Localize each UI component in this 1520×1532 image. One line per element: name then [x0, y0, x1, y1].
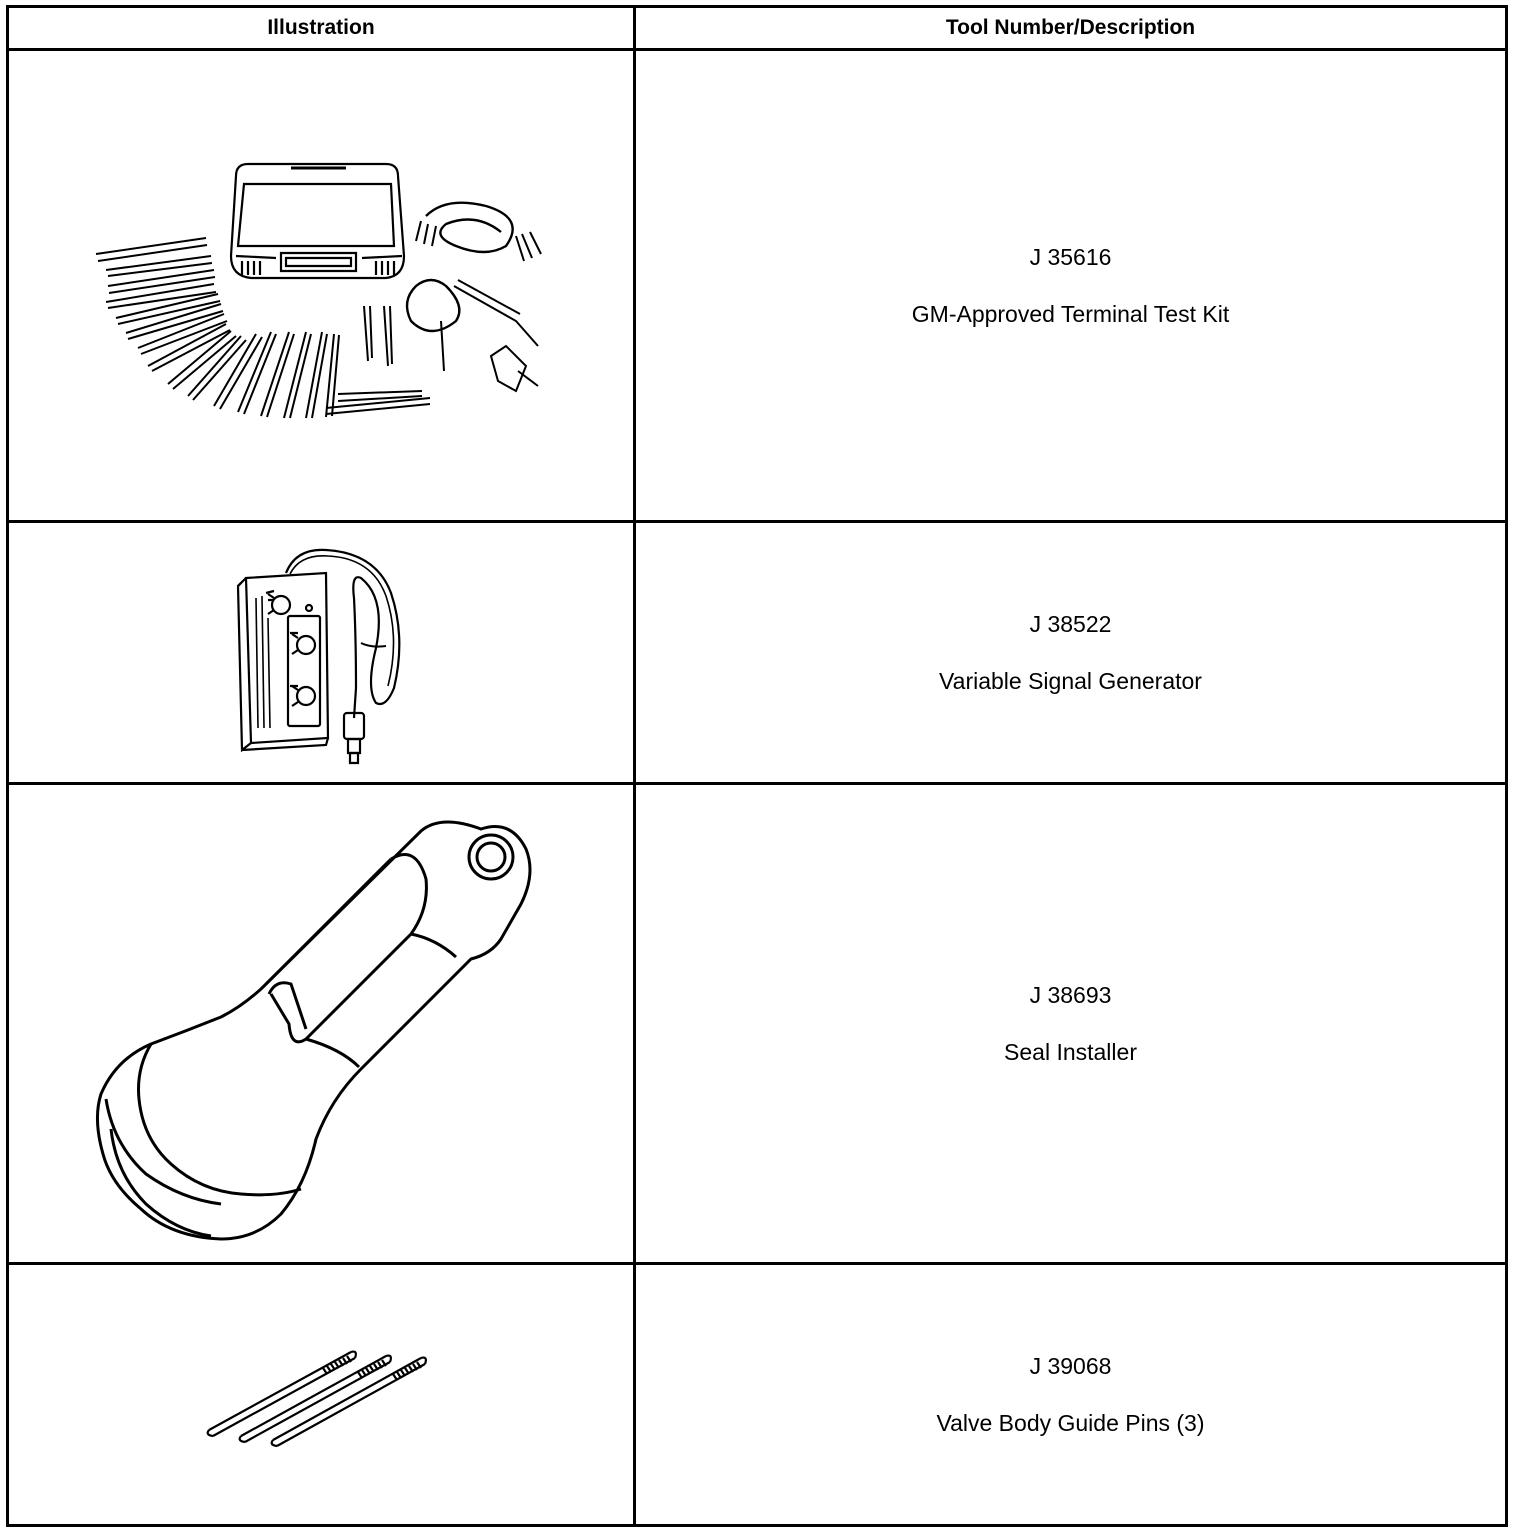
- header-row: [8, 7, 1507, 50]
- illustration-cell: [8, 522, 635, 784]
- description-cell: [635, 784, 1507, 1264]
- seal-installer-icon: [91, 799, 551, 1249]
- tool-header: Tool Number/Description: [635, 7, 1507, 50]
- description-cell: [635, 1264, 1507, 1526]
- tool-description: GM-Approved Terminal Test Kit: [911, 300, 1230, 327]
- table-row: [8, 784, 1507, 1264]
- guide-pins-icon: [201, 1340, 441, 1450]
- signal-generator-icon: [226, 538, 416, 768]
- illustration-cell: [8, 784, 635, 1264]
- table-row: [8, 522, 1507, 784]
- table-row: [8, 1264, 1507, 1526]
- description-cell: [635, 50, 1507, 522]
- illustration-header: Illustration: [8, 7, 635, 50]
- special-tools-table: [6, 5, 1508, 1527]
- tool-description: Variable Signal Generator: [939, 667, 1202, 694]
- illustration-cell: [8, 50, 635, 522]
- tool-number: J 38693: [1029, 981, 1112, 1008]
- tool-number: J 38522: [1029, 610, 1112, 637]
- description-cell: [635, 522, 1507, 784]
- table-row: [8, 50, 1507, 522]
- tool-number: J 35616: [1029, 243, 1112, 270]
- tool-description: Valve Body Guide Pins (3): [936, 1409, 1205, 1436]
- tool-description: Seal Installer: [1004, 1038, 1137, 1065]
- tool-number: J 39068: [1029, 1352, 1112, 1379]
- terminal-test-kit-icon: [86, 146, 556, 426]
- illustration-cell: [8, 1264, 635, 1526]
